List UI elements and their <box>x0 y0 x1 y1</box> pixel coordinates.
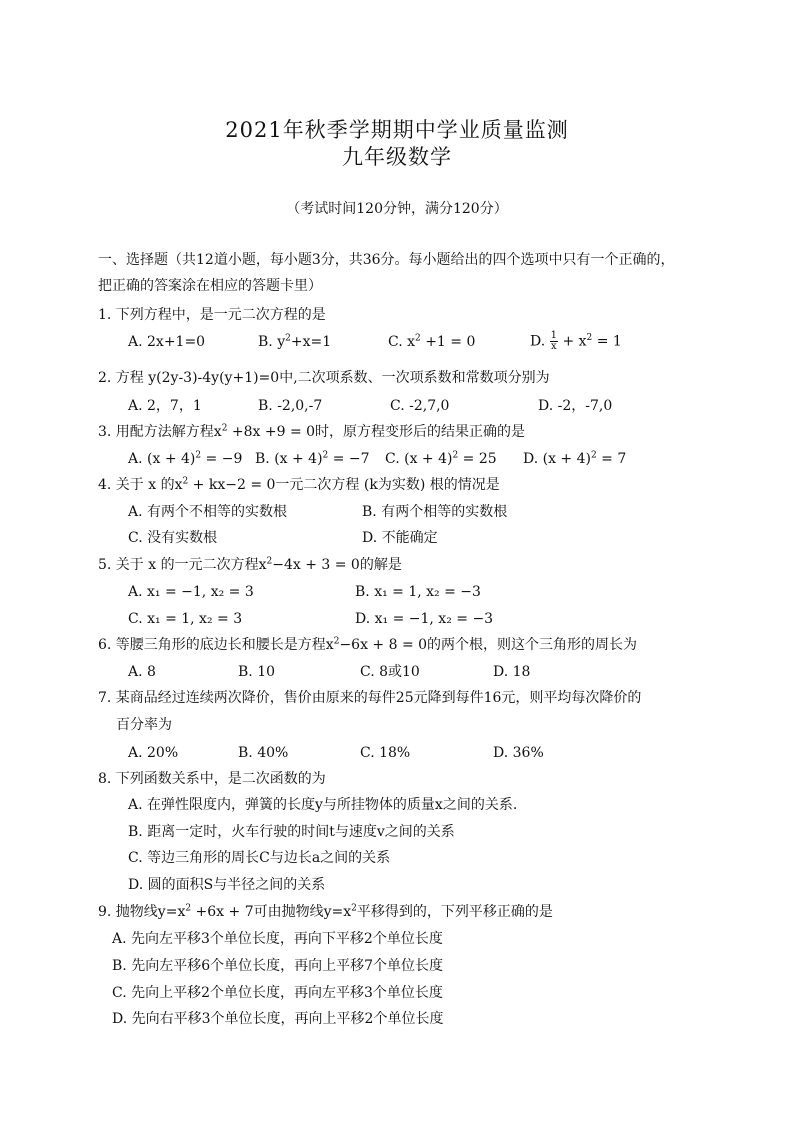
q7-stem-line1: 7. 某商品经过连续两次降价，售价由原来的每件25元降到每件16元，则平均每次降价的 <box>98 690 642 706</box>
q7-option-a: A. 20% <box>128 745 179 761</box>
q6-option-c: C. 8或10 <box>360 664 420 680</box>
q5-stem: 5. 关于 x 的一元二次方程$x^2-4x + 3 = 0$的解是 <box>98 556 402 573</box>
q1-option-a: A. 2x+1=0 <box>128 334 206 350</box>
q7-option-b: B. 40% <box>238 745 289 761</box>
q3-option-a: A. $(x + 4)^2 = -9$ <box>128 450 243 467</box>
q3-option-b: B. $(x + 4)^2 = -7$ <box>255 450 370 467</box>
q4-option-a: A. 有两个不相等的实数根 <box>128 504 288 520</box>
q5-option-c: C. x₁ = 1, x₂ = 3 <box>128 611 243 627</box>
section-intro-line2: 把正确的答案涂在相应的答题卡里） <box>98 278 322 294</box>
q4-option-c: C. 没有实数根 <box>128 530 218 546</box>
q7-stem-line2: 百分率为 <box>116 717 172 733</box>
section-intro-line1: 一、选择题（共12道小题，每小题3分，共36分。每小题给出的四个选项中只有一个正确的， <box>98 252 675 268</box>
q1-option-b: B. $y^2+x=1$ <box>258 333 332 350</box>
fraction: $\frac{1}{x}$ <box>550 330 558 352</box>
q8-option-a: A. 在弹性限度内，弹簧的长度y与所挂物体的质量x之间的关系. <box>128 797 518 813</box>
q6-option-a: A. 8 <box>128 664 156 680</box>
q4-option-b: B. 有两个相等的实数根 <box>362 504 508 520</box>
q5-option-b: B. x₁ = 1, x₂ = −3 <box>355 584 481 600</box>
q7-option-d: D. 36% <box>493 745 544 761</box>
q9-option-a: A. 先向左平移3个单位长度，再向下平移2个单位长度 <box>112 931 443 947</box>
q8-option-d: D. 圆的面积S与半径之间的关系 <box>128 877 326 893</box>
q7-option-c: C. 18% <box>360 745 411 761</box>
q8-option-c: C. 等边三角形的周长C与边长a之间的关系 <box>128 850 391 866</box>
q2-option-a: A. 2，7，1 <box>128 398 202 414</box>
q9-option-b: B. 先向左平移6个单位长度，再向上平移7个单位长度 <box>112 958 444 974</box>
q9-stem: 9. 抛物线$y=x^2 +6x + 7$可由抛物线$y=x^2$平移得到的，下列平移正确的是 <box>98 903 553 920</box>
q6-option-b: B. 10 <box>238 664 276 680</box>
q9-option-c: C. 先向上平移2个单位长度，再向左平移3个单位长度 <box>112 985 443 1001</box>
q8-stem: 8. 下列函数关系中，是二次函数的为 <box>98 771 326 787</box>
q2-option-c: C. -2,7,0 <box>390 398 450 414</box>
q1-stem: 1. 下列方程中，是一元二次方程的是 <box>98 307 326 323</box>
q6-option-d: D. 18 <box>493 664 531 680</box>
q9-option-d: D. 先向右平移3个单位长度，再向上平移2个单位长度 <box>112 1011 444 1027</box>
q6-stem: 6. 等腰三角形的底边长和腰长是方程$x^2-6x + 8 = 0$的两个根，则这个三角形的周长为 <box>98 636 638 653</box>
exam-info: （考试时间120分钟，满分120分） <box>286 201 508 217</box>
q3-option-c: C. $(x + 4)^2 = 25$ <box>385 450 497 467</box>
q4-option-d: D. 不能确定 <box>362 530 438 546</box>
q5-option-d: D. x₁ = −1, x₂ = −3 <box>355 611 494 627</box>
q1-option-c: C. $x^2 +1 = 0$ <box>388 333 476 350</box>
q1-option-d: D. $\frac{1}{x}$ + $x^2 = 1$ <box>530 330 622 352</box>
q8-option-b: B. 距离一定时，火车行驶的时间t与速度v之间的关系 <box>128 824 455 840</box>
q4-stem: 4. 关于 x 的$x^2 + kx-2 = 0$一元二次方程 (k为实数) 根的情况是 <box>98 476 500 493</box>
q5-option-a: A. x₁ = −1, x₂ = 3 <box>128 584 254 600</box>
q3-stem: 3. 用配方法解方程$x^2 +8x +9 = 0$时，原方程变形后的结果正确的是 <box>98 423 526 440</box>
q2-stem: 2. 方程 y(2y-3)-4y(y+1)=0中,二次项系数、一次项系数和常数项分别为 <box>98 370 550 386</box>
q3-option-d: D. $(x + 4)^2 = 7$ <box>523 450 627 467</box>
q2-option-d: D. -2，-7,0 <box>538 398 613 414</box>
q2-option-b: B. -2,0,-7 <box>258 398 323 414</box>
exam-subtitle: 九年级数学 <box>342 145 452 169</box>
exam-title: 2021年秋季学期期中学业质量监测 <box>225 118 569 142</box>
